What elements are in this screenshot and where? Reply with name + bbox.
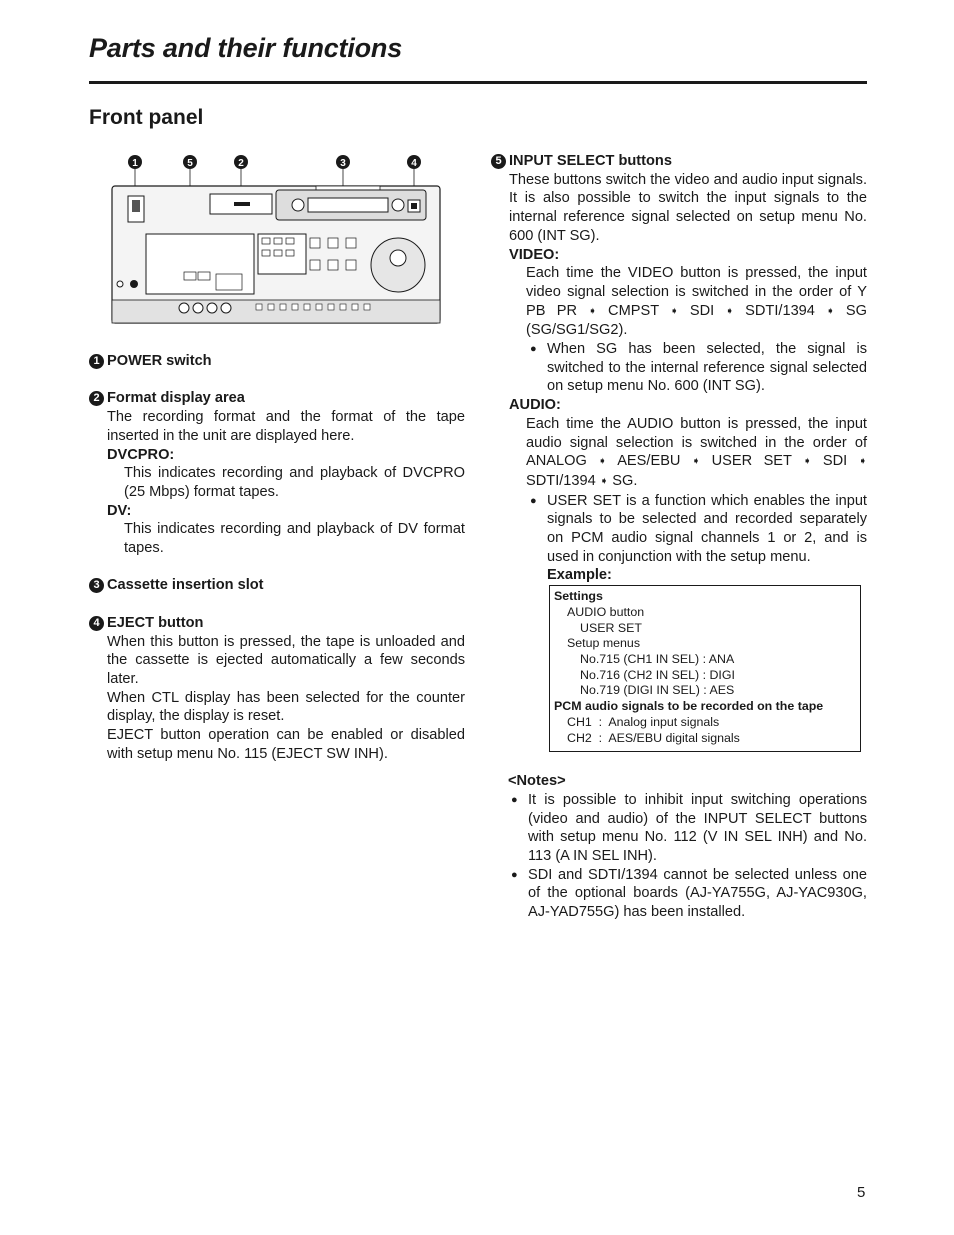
example-menu-719: No.719 (DIGI IN SEL) : AES <box>580 683 735 698</box>
callout-1: 1 <box>132 158 138 169</box>
audio-note: ● USER SET is a function which enables the input signals to be selected and recorded separately on PCM audio signal channels 1 or 2, and is used in conjunction with the setup menu. <box>527 492 867 567</box>
arrow-icon: ➧ <box>725 305 734 317</box>
audio-seq-item: AES/EBU <box>617 453 681 470</box>
example-menu-715: No.715 (CH1 IN SEL) : ANA <box>580 651 735 666</box>
video-seq-item: CMPST <box>608 302 659 319</box>
example-audio-button: AUDIO button <box>567 604 645 619</box>
example-label: Example: <box>547 567 612 584</box>
video-seq-item: SDI <box>689 302 715 319</box>
callout-3: 3 <box>340 158 346 169</box>
eject-button-heading <box>89 614 465 633</box>
section-title: Front panel <box>89 106 204 129</box>
example-ch2: CH2 : AES/EBU digital signals <box>567 730 740 745</box>
audio-text <box>526 415 867 492</box>
power-switch-heading <box>89 352 465 371</box>
dv-text: This indicates recording and playback of DV format tapes. <box>124 521 465 557</box>
page-title: Parts and their functions <box>89 33 403 63</box>
number-marker: 5 <box>491 154 506 169</box>
input-select-title: INPUT SELECT buttons <box>509 153 672 169</box>
example-box <box>549 585 861 752</box>
video-intro: Each time the VIDEO button is pressed, the input video signal selection is switched in the order of <box>526 265 867 300</box>
audio-seq-item: USER SET <box>711 453 792 470</box>
video-note: ● When SG has been selected, the signal is switched to the internal reference signal selected on setup menu No. 600 (INT SG). <box>527 340 867 396</box>
example-settings: Settings <box>554 589 603 604</box>
cassette-slot-title: Cassette insertion slot <box>107 577 264 594</box>
video-text <box>526 264 867 340</box>
format-display-heading <box>89 389 465 408</box>
example-user-set: USER SET <box>580 620 642 635</box>
eject-text-3: EJECT button operation can be enabled or disabled with setup menu No. 115 (EJECT SW INH). <box>107 727 465 762</box>
notes-heading: <Notes> <box>508 773 566 790</box>
example-ch1: CH1 : Analog input signals <box>567 714 720 729</box>
cassette-slot-heading <box>89 576 465 595</box>
note-1: ● It is possible to inhibit input switching operations (video and audio) of the INPUT SELECT buttons with setup menu No. 112 (V IN SEL INH) and No. 113 (A IN SEL INH). <box>508 791 867 866</box>
video-label: VIDEO: <box>509 246 560 263</box>
format-display-title: Format display area <box>107 390 245 407</box>
audio-intro: Each time the AUDIO button is pressed, the input audio signal selection is switched in the order of <box>526 415 867 451</box>
power-switch-title: POWER switch <box>107 353 212 369</box>
note-2: ● SDI and SDTI/1394 cannot be selected unless one of the optional boards (AJ-YA755G, AJ-YAC930G, AJ-YAD755G) has been installed. <box>508 866 867 922</box>
arrow-icon: ➧ <box>598 456 607 468</box>
page-number: 5 <box>857 1184 866 1201</box>
audio-label: AUDIO: <box>509 397 561 414</box>
input-select-heading <box>491 152 867 171</box>
arrow-icon: ➧ <box>803 456 812 468</box>
audio-seq-item: SDTI/1394 <box>526 472 596 489</box>
eject-button-title: EJECT button <box>107 614 204 631</box>
video-seq-item: SDTI/1394 <box>745 302 815 319</box>
arrow-icon: ➧ <box>670 305 679 317</box>
right-column <box>491 152 867 922</box>
callout-4: 4 <box>411 158 417 169</box>
front-panel-illustration <box>98 150 448 328</box>
left-column <box>89 352 465 763</box>
example-menu-716: No.716 (CH2 IN SEL) : DIGI <box>580 667 735 682</box>
number-marker: 1 <box>89 354 104 369</box>
dv-label: DV: <box>107 502 132 519</box>
audio-seq-item: ANALOG <box>526 453 587 470</box>
dvcpro-text: This indicates recording and playback of DVCPRO (25 Mbps) format tapes. <box>124 465 465 500</box>
number-marker: 2 <box>89 391 104 406</box>
dvcpro-label: DVCPRO: <box>107 446 175 463</box>
arrow-icon: ➧ <box>691 456 701 468</box>
callout-5: 5 <box>187 158 193 169</box>
format-display-text: The recording format and the format of the tape inserted in the unit are displayed here. <box>107 409 465 444</box>
audio-seq-item: SG. <box>612 472 638 489</box>
arrow-icon: ➧ <box>858 456 867 468</box>
arrow-icon: ➧ <box>826 305 835 317</box>
example-setup-menus: Setup menus <box>567 636 641 651</box>
arrow-icon: ➧ <box>599 475 609 487</box>
example-pcm-heading: PCM audio signals to be recorded on the tape <box>554 699 824 714</box>
title-rule <box>89 81 867 84</box>
audio-seq-item: SDI <box>822 453 848 470</box>
input-select-text: These buttons switch the video and audio input signals. It is also possible to switch the input signals to the internal reference signal selected on setup menu No. 600 (INT SG). <box>509 171 867 244</box>
arrow-icon: ➧ <box>588 305 597 317</box>
callout-2: 2 <box>238 158 244 169</box>
number-marker: 3 <box>89 578 104 593</box>
number-marker: 4 <box>89 616 104 631</box>
eject-text-2: When CTL display has been selected for the counter display, the display is reset. <box>107 689 465 725</box>
video-seq-item: SG (SG/SG1/SG2). <box>526 302 867 339</box>
eject-text-1: When this button is pressed, the tape is unloaded and the cassette is ejected automatically a few seconds later. <box>107 633 465 687</box>
video-seq-item: Y PB PR <box>526 283 867 319</box>
